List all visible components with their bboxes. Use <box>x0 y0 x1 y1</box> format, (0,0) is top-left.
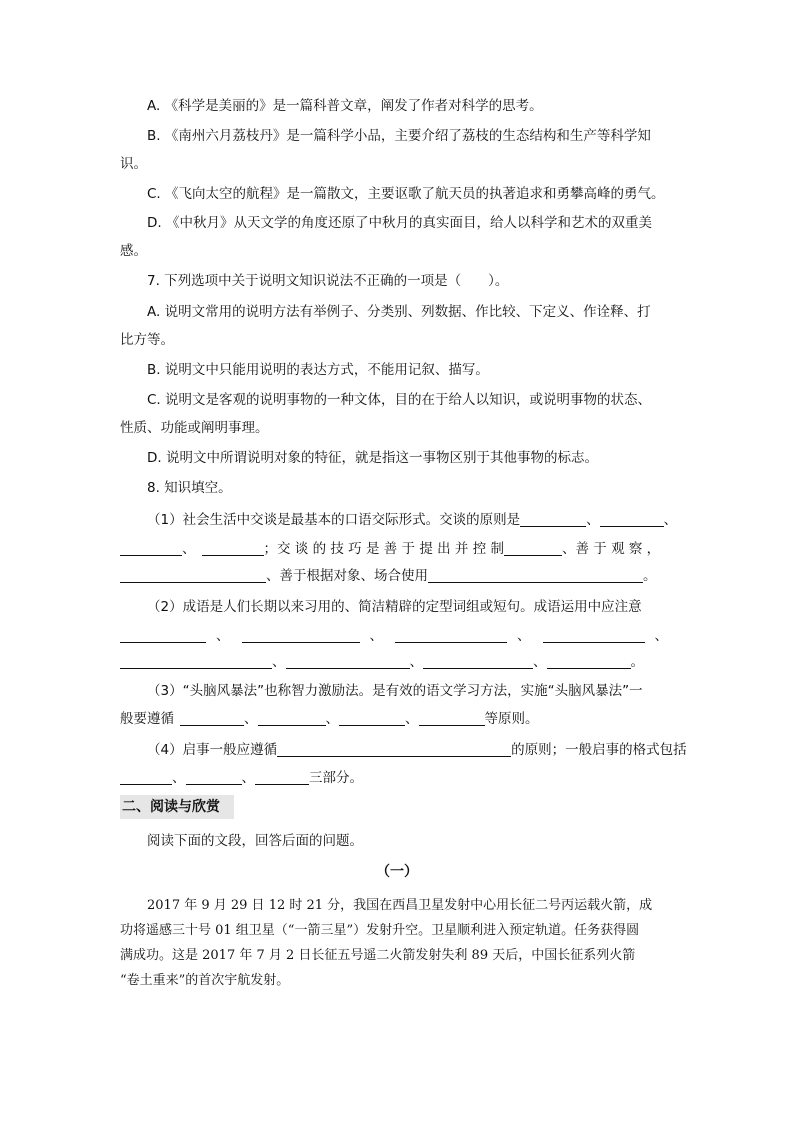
answer-blank[interactable] <box>504 541 562 556</box>
passage-line-3: 满成功。这是 2017 年 7 月 2 日长征五号遥二火箭发射失利 89 天后，中国长征系列火箭 <box>120 948 636 963</box>
q8-part1-text: （1）社会生活中交谈是最基本的口语交际形式。交谈的原则是 <box>147 512 521 528</box>
passage-line-4: “卷土重来”的首次宇航发射。 <box>120 973 290 988</box>
q8-stem: 8. 知识填空。 <box>147 480 232 496</box>
q7-option-b: B. 说明文中只能用说明的表达方式，不能用记叙、描写。 <box>147 362 489 378</box>
separator: 、 <box>533 654 547 670</box>
option-d: D. 《中秋月》从天文学的角度还原了中秋月的真实面目，给人以科学和艺术的双重美 <box>147 215 652 231</box>
separator: 、 <box>172 770 186 786</box>
q8-part1-line3 <box>120 566 687 586</box>
option-b-cont: 识。 <box>120 156 147 172</box>
answer-blank[interactable] <box>419 711 485 726</box>
period: 。 <box>643 568 657 584</box>
q7-option-c-cont: 性质、功能或阐明事理。 <box>120 420 269 436</box>
q8-part4-text-c: 三部分。 <box>309 770 363 786</box>
answer-blank[interactable] <box>543 628 645 643</box>
separator: 、 <box>405 711 419 727</box>
answer-blank[interactable] <box>120 628 206 643</box>
q7-option-d: D. 说明文中所谓说明对象的特征，就是指这一事物区别于其他事物的标志。 <box>147 450 598 466</box>
q8-part4-text-b: 的原则；一般启事的格式包括 <box>511 742 687 758</box>
answer-blank[interactable] <box>186 770 242 785</box>
option-b: B. 《南州六月荔枝丹》是一篇科学小品，主要介绍了荔枝的生态结构和生产等科学知 <box>147 128 651 144</box>
answer-blank[interactable] <box>180 711 244 726</box>
answer-blank[interactable] <box>339 711 405 726</box>
q7-option-a-cont: 比方等。 <box>120 332 174 348</box>
separator: 、 <box>272 654 286 670</box>
answer-blank[interactable] <box>120 654 272 669</box>
separator: 、 <box>241 770 255 786</box>
period: 。 <box>630 654 644 670</box>
q7-stem: 7. 下列选项中关于说明文知识说法不正确的一项是（ ）。 <box>147 273 509 289</box>
answer-blank[interactable] <box>547 654 631 669</box>
q8-part2-line3 <box>120 652 687 672</box>
separator: 、 <box>586 512 600 528</box>
answer-blank[interactable] <box>242 628 360 643</box>
separator: 、 <box>409 654 423 670</box>
answer-blank[interactable] <box>395 628 507 643</box>
q8-part3-text-b: 般要遵循 <box>120 711 174 727</box>
q8-part1-text-d: 、善于根据对象、场合使用 <box>266 568 428 584</box>
answer-blank[interactable] <box>202 541 264 556</box>
q8-part2-line1: （2）成语是人们长期以来习用的、简洁精辟的定型词组或短句。成语运用中应注意 <box>147 599 642 615</box>
answer-blank[interactable] <box>286 654 410 669</box>
separator: 、 <box>182 541 196 557</box>
answer-blank[interactable] <box>600 512 664 527</box>
section-heading: 二、阅读与欣赏 <box>120 795 234 819</box>
q8-part3-line2 <box>120 709 687 729</box>
separator: 、 <box>369 628 383 644</box>
answer-blank[interactable] <box>120 770 172 785</box>
q8-part3-text-c: 等原则。 <box>484 711 539 727</box>
q8-part1-line1 <box>147 510 687 530</box>
q8-part3-line1: （3）“头脑风暴法”也称智力激励法。是有效的语文学习方法，实施“头脑风暴法”一 <box>147 683 643 699</box>
q7-option-c: C. 说明文是客观的说明事物的一种文体，目的在于给人以知识，或说明事物的状态、 <box>147 392 652 408</box>
answer-blank[interactable] <box>428 568 643 583</box>
answer-blank[interactable] <box>258 711 326 726</box>
option-a: A. 《科学是美丽的》是一篇科普文章，阐发了作者对科学的思考。 <box>147 98 543 114</box>
q8-part4-line1 <box>147 740 687 760</box>
separator: 、 <box>244 711 258 727</box>
answer-blank[interactable] <box>520 512 586 527</box>
passage-line-2: 功将遥感三十号 01 组卫星（“一箭三星”）发射升空。卫星顺利进入预定轨道。任务获得圆 <box>120 923 640 938</box>
option-c: C. 《飞向太空的航程》是一篇散文，主要讴歌了航天员的执著追求和勇攀高峰的勇气。 <box>147 186 665 202</box>
answer-blank[interactable] <box>120 568 266 583</box>
q8-part1-text-c: 、善 于 观 察 ， <box>562 541 661 557</box>
q8-part1-text-b: ；交 谈 的 技 巧 是 善 于 提 出 并 控 制 <box>263 541 504 557</box>
q8-part4-text-a: （4）启事一般应遵循 <box>147 742 278 758</box>
q7-option-a: A. 说明文常用的说明方法有举例子、分类别、列数据、作比较、下定义、作诠释、打 <box>147 304 651 320</box>
reading-instruction: 阅读下面的文段，回答后面的问题。 <box>147 833 363 849</box>
q8-part2-line2 <box>120 626 687 646</box>
q8-part4-line2 <box>120 768 687 788</box>
separator: 、 <box>517 628 531 644</box>
separator: 、 <box>654 628 668 644</box>
separator: 、 <box>325 711 339 727</box>
part-title: （一） <box>376 864 418 880</box>
q8-part1-line2 <box>120 539 687 559</box>
answer-blank[interactable] <box>120 541 182 556</box>
answer-blank[interactable] <box>277 742 511 757</box>
passage-line-1: 2017 年 9 月 29 日 12 时 21 分，我国在西昌卫星发射中心用长征二号丙运载火箭，成 <box>147 898 653 913</box>
option-d-cont: 感。 <box>120 243 147 259</box>
separator: 、 <box>216 628 230 644</box>
separator: 、 <box>663 512 678 528</box>
answer-blank[interactable] <box>255 770 309 785</box>
answer-blank[interactable] <box>423 654 533 669</box>
